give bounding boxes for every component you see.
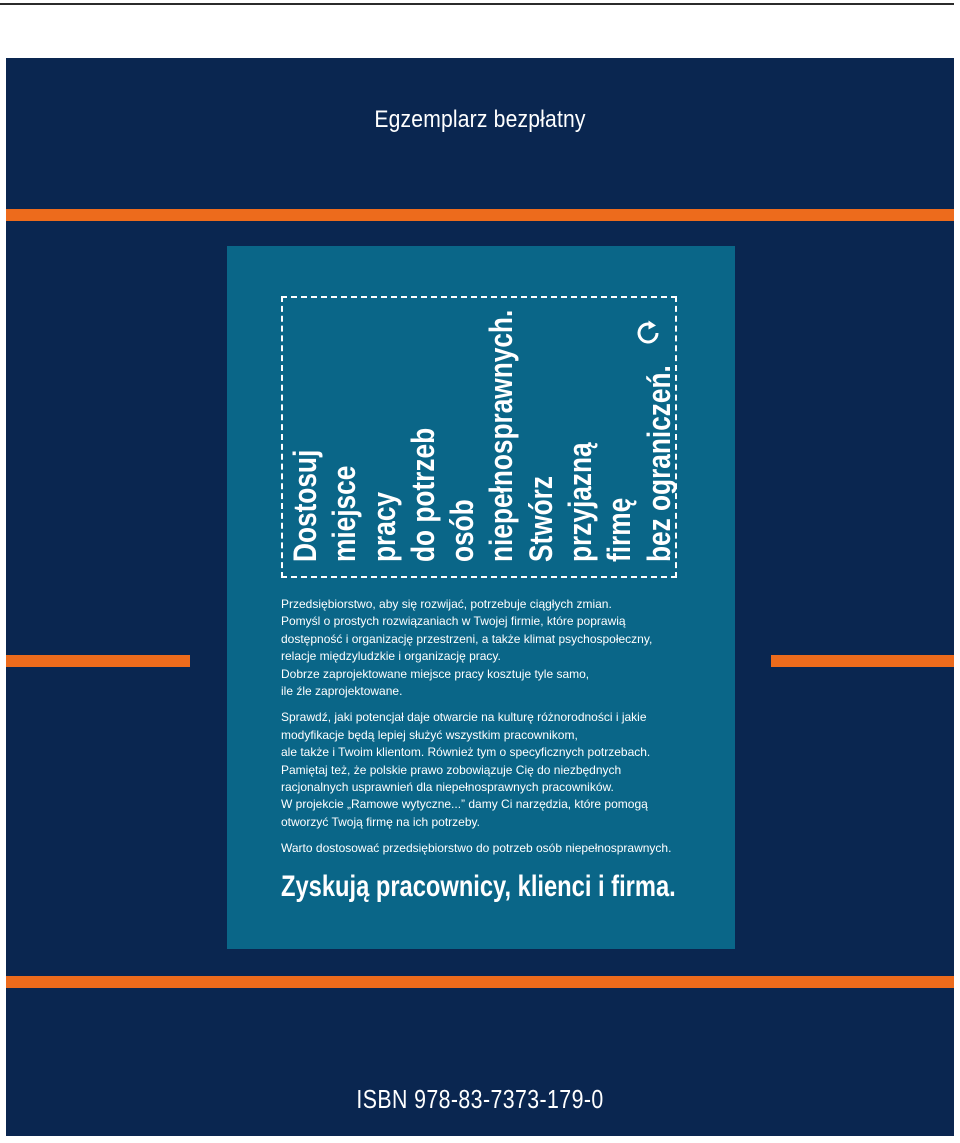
- orange-stripe-left: [6, 655, 190, 667]
- text-line: ale także i Twoim klientom. Również tym o specyficznych potrzebach.: [281, 745, 651, 760]
- text-line: modyfikacje będą lepiej służyć wszystkim pracownikom,: [281, 727, 578, 742]
- paragraph-2: [281, 709, 711, 831]
- text-line: ile źle zaprojektowane.: [281, 684, 403, 699]
- slogan-line: do potrzeb: [404, 427, 441, 562]
- slogan-line: pracy: [365, 491, 402, 562]
- slogan-line: miejsce: [326, 465, 363, 562]
- text-line: dostępność i organizację przestrzeni, a także klimat psychospołeczny,: [281, 631, 653, 646]
- text-line: W projekcie „Ramowe wytyczne...” damy Ci narzędzia, które pomogą: [281, 797, 648, 812]
- orange-stripe-bottom: [6, 976, 954, 988]
- text-line: Warto dostosować przedsiębiorstwo do potrzeb osób niepełnosprawnych.: [281, 841, 672, 856]
- text-line: Pomyśl o prostych rozwiązaniach w Twojej firmie, które poprawią: [281, 614, 626, 629]
- edition-label: Egzemplarz bezpłatny: [374, 106, 586, 133]
- text-line: otworzyć Twoją firmę na ich potrzeby.: [281, 814, 480, 829]
- tagline: Zyskują pracownicy, klienci i firma.: [281, 870, 676, 903]
- slogan-line: bez ograniczeń.: [640, 365, 677, 562]
- text-line: Sprawdź, jaki potencjał daje otwarcie na kulturę różnorodności i jakie: [281, 710, 647, 725]
- rotate-arrow-icon: [633, 318, 663, 348]
- text-line: relacje międzyludzkie i organizację pracy.: [281, 649, 501, 664]
- paragraph-3: [281, 840, 711, 857]
- text-line: Dobrze zaprojektowane miejsce pracy kosztuje tyle samo,: [281, 666, 590, 681]
- text-line: racjonalnych usprawnień dla niepełnosprawnych pracowników.: [281, 780, 614, 795]
- body-text: [281, 596, 711, 867]
- rotated-slogan: [286, 306, 677, 562]
- slogan-line: firmę: [601, 497, 638, 562]
- text-line: Pamiętaj też, że polskie prawo zobowiązuje Cię do niezbędnych: [281, 762, 622, 777]
- slogan-line: niepełnosprawnych.: [483, 309, 520, 562]
- paragraph-1: [281, 596, 711, 700]
- isbn-label: ISBN 978-83-7373-179-0: [356, 1084, 604, 1114]
- orange-stripe-right: [771, 655, 954, 667]
- slogan-line: osób: [444, 499, 481, 562]
- slogan-line: Stwórz: [522, 475, 559, 562]
- slogan-line: przyjazną: [562, 442, 599, 562]
- top-rule: [0, 3, 954, 5]
- orange-stripe-top: [6, 209, 954, 221]
- text-line: Przedsiębiorstwo, aby się rozwijać, potrzebuje ciągłych zmian.: [281, 597, 612, 611]
- slogan-line: Dostosuj: [287, 449, 323, 562]
